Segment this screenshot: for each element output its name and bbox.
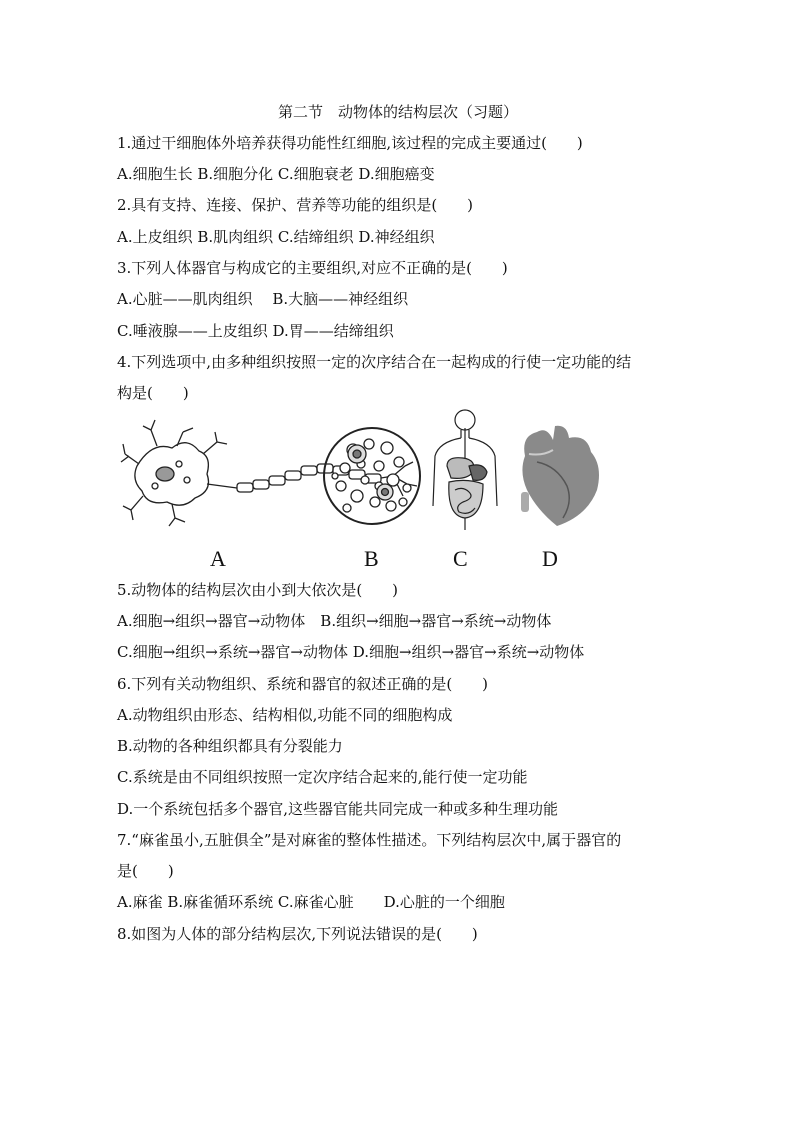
- question-7-stem-continued: 是( ): [117, 862, 174, 880]
- question-5-stem: 5.动物体的结构层次由小到大依次是( ): [117, 581, 399, 599]
- question-8-stem: 8.如图为人体的部分结构层次,下列说法错误的是( ): [117, 925, 478, 943]
- question-2-stem: 2.具有支持、连接、保护、营养等功能的组织是( ): [117, 196, 474, 214]
- figure-label-c: C: [453, 546, 468, 571]
- question-5-options-cd: C.细胞→组织→系统→器官→动物体 D.细胞→组织→器官→系统→动物体: [117, 643, 585, 661]
- question-7-stem: 7.“麻雀虽小,五脏俱全”是对麻雀的整体性描述。下列结构层次中,属于器官的: [117, 831, 622, 849]
- figure-label-d: D: [542, 546, 558, 571]
- question-1-stem: 1.通过干细胞体外培养获得功能性红细胞,该过程的完成主要通过( ): [117, 134, 583, 152]
- neuron-illustration: [121, 420, 417, 526]
- question-5-options-ab: A.细胞→组织→器官→动物体 B.组织→细胞→器官→系统→动物体: [117, 612, 552, 630]
- blood-cells-illustration: [324, 428, 420, 524]
- human-digestive-system-illustration: [433, 410, 497, 530]
- question-6-option-b: B.动物的各种组织都具有分裂能力: [117, 737, 343, 755]
- question-3-options-cd: C.唾液腺——上皮组织 D.胃——结缔组织: [117, 322, 394, 340]
- question-6-stem: 6.下列有关动物组织、系统和器官的叙述正确的是( ): [117, 675, 489, 693]
- question-6-option-d: D.一个系统包括多个器官,这些器官能共同完成一种或多种生理功能: [117, 800, 559, 818]
- question-2-options: A.上皮组织 B.肌肉组织 C.结缔组织 D.神经组织: [117, 228, 435, 246]
- question-4-stem-continued: 构是( ): [117, 384, 189, 402]
- question-3-stem: 3.下列人体器官与构成它的主要组织,对应不正确的是( ): [117, 259, 508, 277]
- question-4-stem: 4.下列选项中,由多种组织按照一定的次序结合在一起构成的行使一定功能的结: [117, 353, 632, 371]
- page-title: 第二节 动物体的结构层次（习题）: [277, 103, 518, 121]
- question-7-options: A.麻雀 B.麻雀循环系统 C.麻雀心脏 D.心脏的一个细胞: [117, 893, 505, 911]
- question-6-option-c: C.系统是由不同组织按照一定次序结合起来的,能行使一定功能: [117, 768, 528, 786]
- question-1-options: A.细胞生长 B.细胞分化 C.细胞衰老 D.细胞癌变: [117, 165, 435, 183]
- figure-label-b: B: [364, 546, 379, 571]
- heart-illustration: [521, 426, 599, 526]
- figure-label-a: A: [210, 546, 226, 571]
- question-6-option-a: A.动物组织由形态、结构相似,功能不同的细胞构成: [117, 706, 453, 724]
- question-3-options-ab: A.心脏——肌肉组织 B.大脑——神经组织: [117, 290, 409, 308]
